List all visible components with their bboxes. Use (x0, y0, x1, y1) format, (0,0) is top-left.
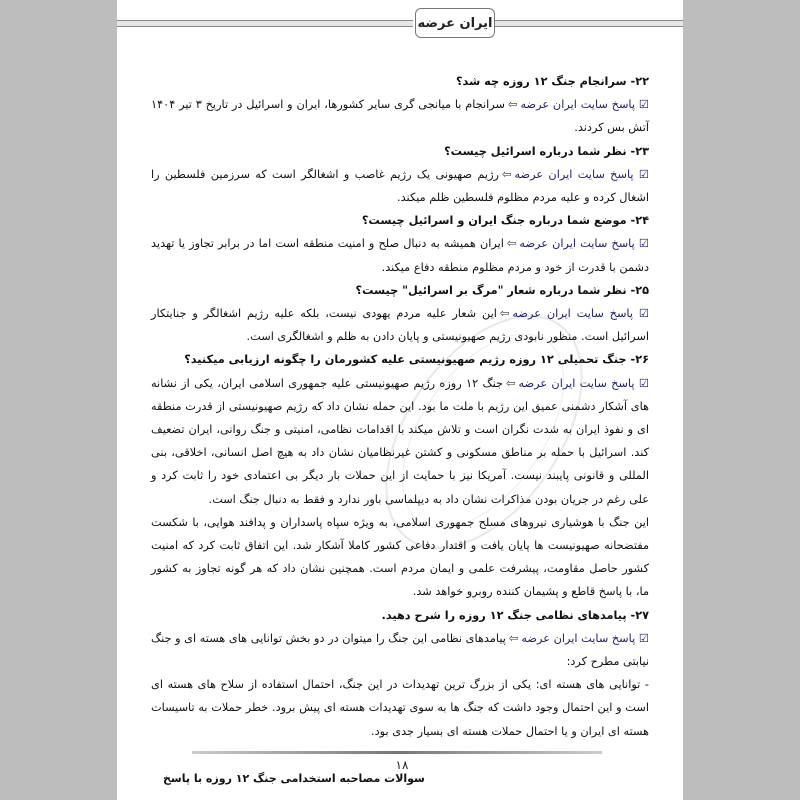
arrow-icon: ⇦ (508, 98, 518, 112)
checkbox-icon: ☑ (638, 237, 649, 251)
answer-text: ایران همیشه به دنبال صلح و امنیت منطقه است اما در برابر تجاوز یا تهدید دشمن با قدرت از خود و مردم مظلوم منطقه دفاع میکند. (151, 237, 649, 274)
qa-item-26 (151, 348, 649, 603)
answer-label: پاسخ سایت ایران عرضه (519, 237, 635, 251)
answer-text: سرانجام با میانجی گری سایر کشورها، ایران و اسرائیل در تاریخ ۳ تیر ۱۴۰۴ آتش بس کردند. (151, 98, 649, 135)
qa-content (151, 70, 649, 743)
question-heading: ۲۷- پیامدهای نظامی جنگ ۱۲ روزه را شرح دهید. (381, 608, 649, 622)
arrow-icon: ⇦ (502, 167, 512, 181)
answer-paragraph (151, 627, 649, 673)
header-rule-left (117, 20, 413, 27)
site-logo: ایران عرضه (415, 8, 495, 38)
qa-item-23 (151, 140, 649, 210)
arrow-icon: ⇦ (506, 237, 517, 251)
bullet-paragraph: - توانایی های هسته ای: یکی از بزرگ ترین تهدیدات در این جنگ، احتمال استفاده از سلاح های هسته ای است و این احتمال وجود داشت که جنگ ها به سوی تهدیدات هسته ای پیش برود. خطر حملات به تاسیسات هسته ای ایران و یا احتمال حملات هسته ای بسیار جدی بود. (151, 678, 649, 738)
answer-continuation: این جنگ با هوشیاری نیروهای مسلح جمهوری اسلامی، به ویژه سپاه پاسداران و پدافند هوایی، با شکست مفتضحانه صهیونیست ها پایان یافت و اقتدار دفاعی کشور کاملا آشکار شد. این اتفاق ثابت کرد که امنیت کشور حاصل مقاومت، پیشرفت علمی و ایمان مردم است. همچنین نشان داد که هر گونه تجاوز به کشور ما، با پاسخ قاطع و پشیمان کننده روبرو خواهد شد. (151, 515, 649, 599)
answer-paragraph (151, 232, 649, 278)
qa-item-27 (151, 604, 649, 743)
footer-rule (192, 751, 602, 754)
answer-text: جنگ ۱۲ روزه رژیم صهیونیستی علیه جمهوری اسلامی ایران، یکی از نشانه های آشکار دشمنی عمیق این رژیم با ملت ما بود. این حمله نشان داد که رژیم صهیونیستی از قدرت منطقه ای و نفوذ ایران به شدت نگران است و تلاش میکند با اقدامات نظامی، امنیتی و جنگ روانی، ایران تضعیف کند. اسرائیل با حمله بر مناطق مسکونی و کشتن غیرنظامیان نشان داد به هیچ اصل انسانی، اخلاقی، بنی المللی و قانونی پایبند نیست. آمریکا نیز با حمایت از این حملات بار دیگر بی اعتمادی خود را ثابت کرد و علی رغم در جریان بودن مذاکرات نشان داد به دیپلماسی باور ندارد و فقط به دنبال جنگ است. (151, 376, 649, 506)
qa-item-24 (151, 209, 649, 279)
question-heading: ۲۲- سرانجام جنگ ۱۲ روزه چه شد؟ (455, 75, 649, 88)
answer-paragraph (151, 302, 649, 348)
arrow-icon: ⇦ (508, 631, 519, 645)
answer-label: پاسخ سایت ایران عرضه (518, 376, 635, 390)
question-heading: ۲۵- نظر شما درباره شعار "مرگ بر اسرائیل" چیست؟ (355, 283, 649, 297)
checkbox-icon: ☑ (638, 98, 650, 112)
page-number: ۱۸ (395, 758, 409, 772)
checkbox-icon: ☑ (638, 307, 649, 321)
checkbox-icon: ☑ (638, 167, 650, 181)
answer-label: پاسخ سایت ایران عرضه (521, 631, 636, 645)
arrow-icon: ⇦ (499, 307, 510, 321)
header-rule-right (495, 20, 683, 27)
qa-item-25 (151, 279, 649, 349)
footer-title: سوالات مصاحبه استخدامی جنگ ۱۲ روزه با پاسخ (163, 772, 425, 785)
answer-text: این شعار علیه مردم یهودی نیست، بلکه علیه رژیم اشغالگر و جنایتکار اسرائیل است. منظور نابودی رژیم صهیونیستی و پایان دادن به ظلم و اشغالگری است. (151, 307, 649, 344)
arrow-icon: ⇦ (506, 376, 516, 390)
checkbox-icon: ☑ (638, 631, 649, 645)
answer-label: پاسخ سایت ایران عرضه (514, 167, 634, 181)
question-heading: ۲۶- جنگ تحمیلی ۱۲ روزه رژیم صهیونیستی علیه کشورمان را چگونه ارزیابی میکنید؟ (184, 353, 649, 367)
answer-text: رژیم صهیونی یک رژیم غاصب و اشغالگر است که سرزمین فلسطین را اشغال کرده و علیه مردم مظلوم فلسطین ظلم میکند. (151, 167, 649, 205)
document-page (117, 0, 683, 800)
answer-text: پیامدهای نظامی این جنگ را میتوان در دو بخش توانایی های هسته ای و جنگ نیابتی مطرح کرد: (151, 631, 649, 669)
question-heading: ۲۴- موضع شما درباره جنگ ایران و اسرائیل چیست؟ (361, 214, 649, 228)
answer-label: پاسخ سایت ایران عرضه (512, 307, 633, 321)
question-heading: ۲۳- نظر شما درباره اسرائیل چیست؟ (444, 144, 649, 158)
answer-paragraph (151, 93, 649, 139)
qa-item-22 (151, 70, 649, 140)
answer-label: پاسخ سایت ایران عرضه (520, 98, 636, 112)
answer-paragraph (151, 372, 649, 511)
checkbox-icon: ☑ (638, 376, 649, 390)
answer-paragraph (151, 163, 649, 209)
